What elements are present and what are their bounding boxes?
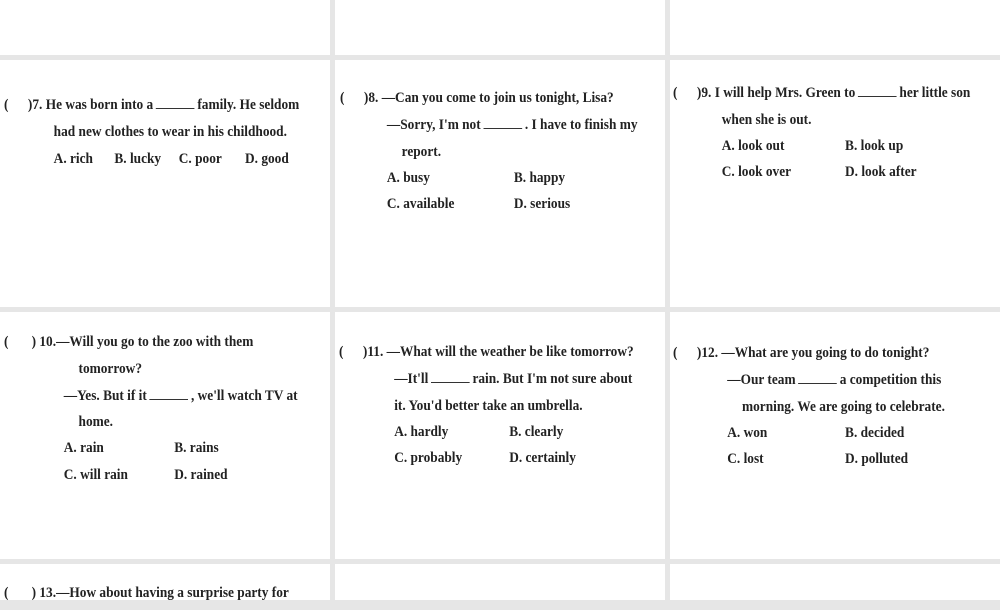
cell-bottom-right [670,564,1000,600]
answer-blank [483,114,522,129]
answer-paren-open[interactable]: ( [340,90,345,106]
question-7 [4,92,331,192]
option-a: A. won [727,425,768,441]
option-a: A. hardly [394,424,449,440]
answer-paren-close: ) [362,344,368,360]
question-text: —How about having a surprise party for [56,585,289,601]
question-number: 13. [39,585,57,601]
question-text: —What are you going to do tonight? [721,345,930,361]
option-d: D. rained [174,467,228,483]
question-text: it. You'd better take an umbrella. [394,398,583,414]
answer-paren-close: ) [363,90,369,106]
question-text: —Our team [727,372,796,388]
answer-paren-close: ) [696,85,702,101]
question-text: —It'll [394,371,429,387]
question-text: —Yes. But if it [63,388,147,404]
question-text: He was born into a [45,97,154,113]
answer-paren-close: ) [31,585,37,601]
question-text: —Will you go to the zoo with them [56,334,254,350]
option-a: A. rain [63,440,104,456]
question-11 [339,339,666,479]
option-b: B. lucky [114,151,162,167]
option-c: C. probably [394,450,463,466]
cell-top-right [670,0,1000,55]
question-8 [340,85,667,215]
answer-blank [150,385,189,400]
option-b: B. decided [845,425,905,441]
question-text: her little son [899,85,971,101]
option-d: D. look after [845,164,917,180]
question-number: 10. [39,334,57,350]
question-text: —Can you come to join us tonight, Lisa? [381,90,614,106]
question-text: —What will the weather be like tomorrow? [386,344,634,360]
option-c: C. poor [178,151,222,167]
answer-paren-open[interactable]: ( [673,345,678,361]
cell-top-middle [335,0,665,55]
answer-paren-open[interactable]: ( [4,585,9,601]
cell-bottom-middle [335,564,665,600]
question-text: , we'll watch TV at [190,388,298,404]
question-text: rain. But I'm not sure about [472,371,633,387]
option-a: A. busy [386,170,430,186]
question-12 [673,340,1000,480]
answer-paren-open[interactable]: ( [673,85,678,101]
question-text: when she is out. [721,112,812,128]
answer-paren-close: ) [31,334,37,350]
answer-blank [431,368,470,383]
option-c: C. will rain [63,467,128,483]
question-number: 12. [701,345,719,361]
answer-blank [858,82,897,97]
option-b: B. rains [174,440,219,456]
question-text: tomorrow? [78,361,142,377]
answer-paren-close: ) [696,345,702,361]
question-9 [673,80,1000,190]
question-text: home. [78,414,113,430]
option-d: D. serious [513,196,571,212]
question-text: report. [401,144,442,160]
question-text: —Sorry, I'm not [386,117,481,133]
cell-top-left [0,0,330,55]
question-text: a competition this [839,372,942,388]
answer-paren-open[interactable]: ( [4,334,9,350]
option-b: B. happy [513,170,566,186]
option-b: B. look up [845,138,904,154]
option-a: A. look out [721,138,785,154]
answer-blank [156,94,195,109]
option-d: D. good [245,151,289,167]
option-c: C. available [386,196,455,212]
question-13 [4,580,331,610]
question-number: 7. [32,97,43,113]
question-10 [4,329,331,489]
option-c: C. look over [721,164,792,180]
question-number: 11. [367,344,384,360]
question-text: I will help Mrs. Green to [714,85,856,101]
question-text: had new clothes to wear in his childhood. [53,124,287,140]
question-text: family. He seldom [197,97,300,113]
answer-paren-open[interactable]: ( [4,97,9,113]
answer-blank [798,369,837,384]
question-text: morning. We are going to celebrate. [742,399,945,415]
answer-paren-close: ) [27,97,33,113]
option-b: B. clearly [509,424,564,440]
option-c: C. lost [727,451,764,467]
answer-paren-open[interactable]: ( [339,344,344,360]
question-number: 8. [368,90,379,106]
question-text: . I have to finish my [524,117,638,133]
option-d: D. certainly [509,450,576,466]
question-number: 9. [701,85,712,101]
option-d: D. polluted [845,451,909,467]
option-a: A. rich [53,151,93,167]
